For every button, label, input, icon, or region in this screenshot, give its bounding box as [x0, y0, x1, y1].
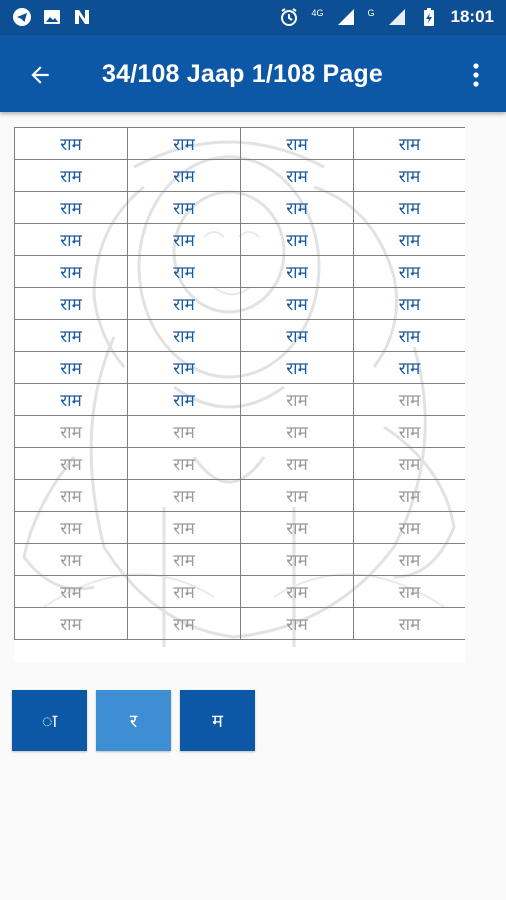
grid-cell-completed: राम	[354, 224, 465, 256]
grid-cell-pending: राम	[15, 416, 128, 448]
grid-cell-completed: राम	[354, 352, 465, 384]
grid-cell-completed: राम	[128, 320, 241, 352]
grid-cell-completed: राम	[15, 352, 128, 384]
grid-cell-pending: राम	[354, 480, 465, 512]
grid-cell-pending: राम	[241, 416, 354, 448]
grid-cell-completed: राम	[241, 320, 354, 352]
grid-cell-pending: राम	[15, 544, 128, 576]
status-time: 18:01	[450, 7, 494, 26]
arrow-back-icon	[27, 62, 53, 88]
grid-cell-pending: राम	[354, 608, 465, 640]
grid-cell-completed: राम	[128, 160, 241, 192]
grid-cell-pending: राम	[241, 384, 354, 416]
grid-cell-completed: राम	[15, 160, 128, 192]
battery-charging-icon	[419, 7, 439, 27]
key-ra[interactable]: र	[96, 690, 171, 751]
letter-keypad	[12, 690, 255, 751]
grid-cell-completed: राम	[241, 128, 354, 160]
grid-cell-pending: राम	[354, 448, 465, 480]
grid-cell-completed: राम	[128, 384, 241, 416]
grid-cell-pending: राम	[128, 576, 241, 608]
grid-cell-pending: राम	[128, 416, 241, 448]
grid-cell-pending: राम	[15, 448, 128, 480]
grid-cell-completed: राम	[15, 224, 128, 256]
grid-cell-pending: राम	[241, 608, 354, 640]
grid-cell-completed: राम	[354, 288, 465, 320]
signal-icon	[336, 7, 356, 27]
grid-cell-completed: राम	[354, 160, 465, 192]
n-app-icon	[72, 7, 92, 27]
grid-cell-completed: राम	[15, 256, 128, 288]
grid-cell-pending: राम	[15, 608, 128, 640]
network-type-label: 4G	[311, 7, 324, 18]
grid-cell-completed: राम	[15, 288, 128, 320]
grid-cell-pending: राम	[128, 480, 241, 512]
grid-cell-pending: राम	[354, 544, 465, 576]
telegram-icon	[12, 7, 32, 27]
back-button[interactable]	[22, 57, 58, 93]
grid-cell-completed: राम	[128, 128, 241, 160]
grid-cell-pending: राम	[354, 384, 465, 416]
grid-cell-completed: राम	[354, 256, 465, 288]
signal-icon	[387, 7, 407, 27]
grid-cell-pending: राम	[354, 576, 465, 608]
grid-cell-pending: राम	[15, 576, 128, 608]
grid-cell-completed: राम	[241, 352, 354, 384]
app-bar	[0, 35, 506, 112]
status-bar-right	[279, 7, 494, 27]
grid-cell-completed: राम	[128, 352, 241, 384]
grid-cell-pending: राम	[128, 544, 241, 576]
grid-cell-pending: राम	[241, 448, 354, 480]
grid-cell-pending: राम	[241, 544, 354, 576]
grid-cell-completed: राम	[15, 320, 128, 352]
jaap-grid	[14, 127, 465, 640]
key-aa-matra[interactable]: ा	[12, 690, 87, 751]
grid-cell-completed: राम	[15, 384, 128, 416]
grid-cell-completed: राम	[241, 160, 354, 192]
grid-cell-completed: राम	[354, 128, 465, 160]
key-ma[interactable]: म	[180, 690, 255, 751]
jaap-grid-area	[14, 127, 465, 662]
image-icon	[42, 7, 62, 27]
grid-cell-pending: राम	[241, 576, 354, 608]
grid-cell-completed: राम	[128, 224, 241, 256]
grid-cell-completed: राम	[241, 256, 354, 288]
grid-cell-completed: राम	[354, 320, 465, 352]
grid-cell-pending: राम	[128, 448, 241, 480]
grid-cell-completed: राम	[241, 224, 354, 256]
grid-cell-pending: राम	[128, 512, 241, 544]
grid-cell-completed: राम	[128, 192, 241, 224]
status-bar-left	[12, 7, 92, 27]
status-bar	[0, 0, 506, 35]
grid-cell-pending: राम	[241, 480, 354, 512]
grid-cell-completed: राम	[128, 256, 241, 288]
grid-cell-pending: राम	[354, 416, 465, 448]
grid-cell-pending: राम	[15, 480, 128, 512]
grid-cell-pending: राम	[241, 512, 354, 544]
grid-cell-completed: राम	[15, 128, 128, 160]
grid-cell-completed: राम	[128, 288, 241, 320]
grid-cell-pending: राम	[354, 512, 465, 544]
more-vert-icon	[472, 62, 480, 88]
grid-cell-completed: राम	[354, 192, 465, 224]
grid-cell-pending: राम	[128, 608, 241, 640]
network-type-label-2: G	[367, 7, 375, 18]
grid-cell-completed: राम	[241, 192, 354, 224]
grid-cell-completed: राम	[15, 192, 128, 224]
page-title: 34/108 Jaap 1/108 Page	[102, 60, 383, 88]
alarm-icon	[279, 7, 299, 27]
grid-cell-pending: राम	[15, 512, 128, 544]
grid-cell-completed: राम	[241, 288, 354, 320]
overflow-menu-button[interactable]	[464, 57, 488, 93]
